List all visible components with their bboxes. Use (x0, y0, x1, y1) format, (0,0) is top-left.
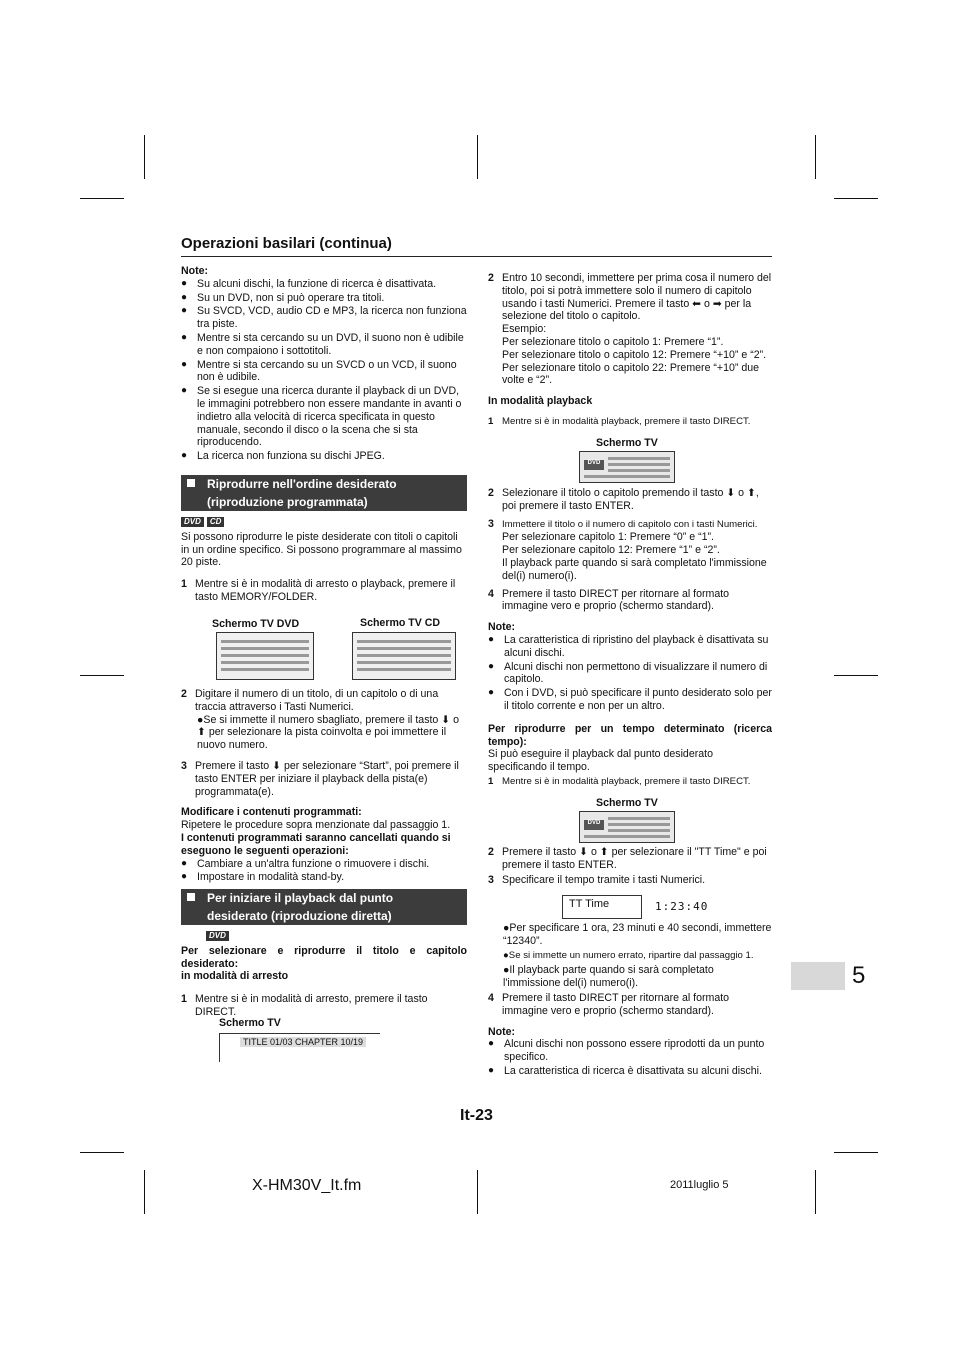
page-number: 5 (852, 962, 866, 989)
page-tab (791, 962, 845, 990)
direct-section (181, 929, 467, 1019)
dvd-logo-icon: DVD (584, 460, 604, 470)
section-heading-line: Per iniziare il playback dal punto (207, 891, 394, 905)
tt-time-box: TT Time (562, 895, 642, 919)
footer-date: 2011luglio 5 (670, 1179, 729, 1191)
example-line: Per selezionare titolo o capitolo 12: Premere “+10” e “2”. (502, 348, 767, 361)
step-sub-text: Per selezionare capitolo 12: Premere “1” e “2”. (502, 544, 720, 557)
time-step-3 (488, 874, 772, 887)
time-steps (488, 846, 772, 886)
select-title: Per selezionare e riprodurre il titolo e capitolo desiderato: (181, 944, 467, 970)
list-item: ● Alcuni dischi non possono essere riprodotti da un punto specifico. (488, 1038, 774, 1064)
section-heading-line: Riprodurre nell'ordine desiderato (207, 477, 397, 491)
crop-mark (144, 1170, 145, 1214)
step-text: Premere il tasto ⬇ o ⬆ per selezionare il "TT Time" e poi premere il tasto ENTER. (502, 846, 767, 871)
list-item: ● Alcuni dischi non permettono di visualizzare il numero di capitolo. (488, 661, 772, 687)
step-text: Digitare il numero di un titolo, di un capitolo o di una traccia attraverso i Tasti Numerici. (195, 688, 439, 713)
note-label: Note: (488, 1025, 516, 1038)
step-number: 4 (488, 587, 494, 600)
direct-step-1 (181, 993, 467, 1019)
playback-step-3 (488, 518, 772, 583)
screen-cd-label: Schermo TV CD (360, 617, 441, 629)
step-text: Premere il tasto DIRECT per ritornare al formato immagine vero e proprio (schermo standard). (502, 587, 730, 613)
step-text: Premere il tasto DIRECT per ritornare al formato immagine vero e proprio (schermo standard). (502, 991, 730, 1017)
note-label: Note: (488, 621, 516, 634)
note-label: Note: (181, 265, 209, 277)
playback-step-2 (488, 487, 772, 513)
time-step-4 (488, 992, 774, 1018)
note-list (488, 634, 772, 713)
page-id: It-23 (460, 1107, 493, 1124)
note-list (488, 1038, 774, 1077)
list-item: ● La caratteristica di ricerca è disattivata su alcuni dischi. (488, 1065, 774, 1078)
list-item: ● Impostare in modalità stand-by. (181, 871, 467, 884)
crop-mark (834, 675, 878, 676)
section-heading-program (181, 475, 467, 511)
crop-mark (80, 198, 124, 199)
right-steps (488, 487, 772, 789)
time-step-1 (488, 776, 772, 789)
cd-badge: CD (207, 517, 225, 527)
program-step-1 (181, 578, 467, 604)
step-number: 3 (488, 517, 494, 530)
step-number: 2 (488, 487, 494, 499)
list-item: ● Su un DVD, non si può operare tra titoli. (181, 292, 467, 305)
time-search-intro: Si può eseguire il playback dal punto desiderato specificando il tempo. (488, 748, 713, 774)
program-step-3 (181, 760, 467, 798)
direct-screen-text: TITLE 01/03 CHAPTER 10/19 (240, 1037, 366, 1047)
program-steps (181, 688, 467, 885)
screen-tv-playback-image (579, 451, 675, 483)
crop-mark (144, 135, 145, 179)
select-mode: in modalità di arresto (181, 970, 289, 983)
cancel-list (181, 858, 467, 885)
time-sub: ●Per specificare 1 ora, 23 minuti e 40 secondi, immettere “12340”. (503, 922, 772, 947)
list-item: ● La ricerca non funziona su dischi JPEG. (181, 450, 467, 463)
list-item: ● Mentre si sta cercando su un DVD, il suono non è udibile e non compaiono i sottotitoli. (181, 332, 467, 358)
footer-filename: X-HM30V_It.fm (252, 1177, 362, 1194)
step-number: 2 (488, 272, 494, 284)
square-bullet-icon (187, 893, 195, 901)
direct-step-2 (488, 272, 772, 387)
direct-screen (219, 1033, 380, 1062)
list-item: ● Su alcuni dischi, la funzione di ricerca è disattivata. (181, 278, 467, 291)
step-text: Selezionare il titolo o capitolo premendo il tasto ⬇ o ⬆, poi premere il tasto ENTER. (502, 487, 759, 512)
step-text: Mentre si è in modalità playback, premere il tasto DIRECT. (502, 775, 751, 787)
time-sub: ●Se si immette un numero errato, ripartire dal passaggio 1. (503, 949, 754, 961)
step-text: Mentre si è in modalità di arresto, premere il tasto DIRECT. (195, 993, 428, 1018)
step-text: Immettere il titolo o il numero di capitolo con i tasti Numerici. (502, 518, 758, 530)
page-title: Operazioni basilari (continua) (181, 235, 392, 252)
step-sub-text: ●Se si immette il numero sbagliato, premere il tasto ⬇ o ⬆ per selezionare la pista coinvolta e poi immettere il nuovo numero. (197, 713, 459, 752)
list-item: ● Con i DVD, si può specificare il punto desiderato solo per il titolo corrente e non per un altro. (488, 687, 772, 713)
program-step-2 (181, 688, 467, 752)
square-bullet-icon (187, 479, 195, 487)
crop-mark (477, 135, 478, 179)
step-text: Mentre si è in modalità playback, premere il tasto DIRECT. (502, 415, 751, 427)
crop-mark (80, 1152, 124, 1153)
step-text: Premere il tasto ⬇ per selezionare “Start”, poi premere il tasto ENTER per iniziare il playback della pista(e) programmata(e). (195, 759, 459, 798)
step-sub-text: Per selezionare capitolo 1: Premere “0” e “1”. (502, 531, 714, 544)
list-item: ● La caratteristica di ripristino del playback è disattivata su alcuni dischi. (488, 634, 772, 660)
program-section (181, 515, 467, 604)
time-search-title: Per riprodurre per un tempo determinato (ricerca tempo): (488, 722, 772, 748)
time-subs (488, 922, 774, 1079)
tt-time-value: 1:23:40 (655, 900, 709, 913)
list-item: ● Su SVCD, VCD, audio CD e MP3, la ricerca non funziona tra piste. (181, 305, 467, 331)
dvd-badge: DVD (206, 931, 229, 941)
crop-mark (80, 675, 124, 676)
time-sub: ●Il playback parte quando si sarà completato l'immissione del(i) numero(i). (503, 964, 714, 990)
crop-mark (477, 1170, 478, 1214)
list-item: ● Cambiare a un'altra funzione o rimuovere i dischi. (181, 858, 467, 871)
step-number: 1 (488, 415, 494, 427)
playback-step-4 (488, 588, 772, 614)
screen-tv-time-image (579, 811, 675, 843)
section-heading-direct (181, 889, 467, 925)
step-number: 4 (488, 991, 494, 1004)
step-text: Specificare il tempo tramite i tasti Numerici. (502, 873, 706, 886)
crop-mark (834, 198, 878, 199)
crop-mark (834, 1152, 878, 1153)
screen-tv-label: Schermo TV (596, 797, 658, 809)
list-item: ● Mentre si sta cercando su un SVCD o un VCD, il suono non è udibile. (181, 359, 467, 385)
step-number: 2 (488, 846, 494, 858)
title-rule (181, 256, 772, 257)
note-list (181, 278, 467, 463)
step-number: 1 (488, 775, 494, 787)
playback-mode-title: In modalità playback (488, 395, 593, 408)
list-item: ● Se si esegue una ricerca durante il playback di un DVD, le immagini potrebbero non essere mandante in avanti o indietro alla velocità di ricerca specificata in questo manuale, secondo il disco o la scena che si sta riproducendo. (181, 385, 467, 449)
modify-title: Modificare i contenuti programmati: (181, 806, 362, 819)
screen-tv-label: Schermo TV (219, 1017, 281, 1029)
section-heading-line: (riproduzione programmata) (207, 495, 368, 509)
left-column (181, 265, 467, 464)
step-text: Mentre si è in modalità di arresto o playback, premere il tasto MEMORY/FOLDER. (195, 578, 456, 603)
crop-mark (815, 1170, 816, 1214)
example-line: Per selezionare titolo o capitolo 1: Premere “1”. (502, 335, 724, 348)
example-line: Per selezionare titolo o capitolo 22: Premere “+10” due volte e “2”. (502, 361, 760, 387)
cancel-title: I contenuti programmati saranno cancellati quando si eseguono le seguenti operazioni: (181, 831, 451, 857)
step-sub-text: Il playback parte quando si sarà completato l'immissione del(i) numero(i). (502, 556, 767, 582)
screen-dvd-label: Schermo TV DVD (212, 618, 300, 630)
time-step-2 (488, 846, 772, 872)
screen-tv-cd-image (352, 632, 456, 680)
step-number: 1 (181, 578, 187, 591)
example-label: Esempio: (502, 323, 547, 336)
step-number: 2 (181, 688, 187, 700)
screen-tv-label: Schermo TV (596, 437, 658, 449)
dvd-badge: DVD (181, 517, 204, 527)
screen-tv-dvd-image (216, 632, 314, 680)
step-text: Entro 10 secondi, immettere per prima cosa il numero del titolo, poi si potrà immettere solo il numero di capitolo usando i tasti Numerici. Premere il tasto ⬅ o ➡ per la selezione del titolo o capitolo. (502, 272, 772, 323)
step-number: 3 (488, 873, 494, 886)
dvd-logo-icon: DVD (584, 820, 604, 830)
right-column (488, 272, 772, 429)
section-heading-line: desiderato (riproduzione diretta) (207, 909, 392, 923)
step-number: 3 (181, 759, 187, 772)
modify-text: Ripetere le procedure sopra menzionate dal passaggio 1. (181, 819, 451, 832)
playback-step-1 (488, 416, 772, 429)
crop-mark (815, 135, 816, 179)
step-number: 1 (181, 993, 187, 1006)
program-intro: Si possono riprodurre le piste desiderate con titoli o capitoli in un ordine specifico. Si possono programmare al massimo 20 piste. (181, 530, 462, 569)
